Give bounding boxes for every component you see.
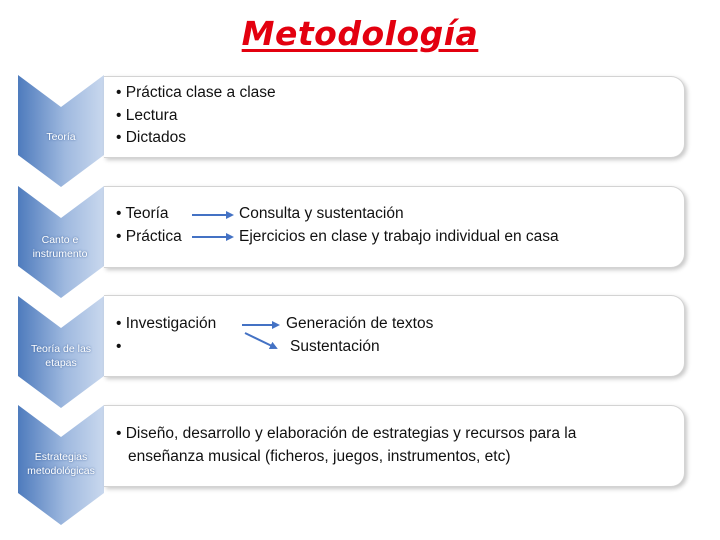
list-item: • Práctica: [116, 226, 182, 249]
list-item: • Diseño, desarrollo y elaboración de estrategias y recursos para la enseñanza musical (ficheros, juegos, instrumentos, etc): [116, 423, 616, 468]
list-item: • Práctica clase a clase: [116, 82, 276, 105]
result-etapas-2: Sustentación: [290, 337, 380, 355]
arrow-diagonal-icon: [245, 333, 276, 348]
list-item: • Teoría: [116, 203, 182, 226]
result-canto-2: Ejercicios en clase y trabajo individual en casa: [239, 227, 559, 245]
chevron-label-teoria: Teoría: [46, 131, 76, 143]
chevron-label-estrategias: Estrategias metodológicas: [27, 451, 95, 477]
list-item: • Investigación: [116, 313, 216, 336]
list-item: • Dictados: [116, 127, 276, 150]
list-item: • Lectura: [116, 105, 276, 128]
result-canto-1: Consulta y sustentación: [239, 205, 404, 222]
page-title: Metodología: [241, 14, 479, 53]
chevron-label-etapas: Teoría de las etapas: [30, 343, 92, 369]
chevron-label-canto: Canto e instrumento: [32, 234, 88, 260]
result-etapas-1: Generación de textos: [286, 315, 434, 332]
